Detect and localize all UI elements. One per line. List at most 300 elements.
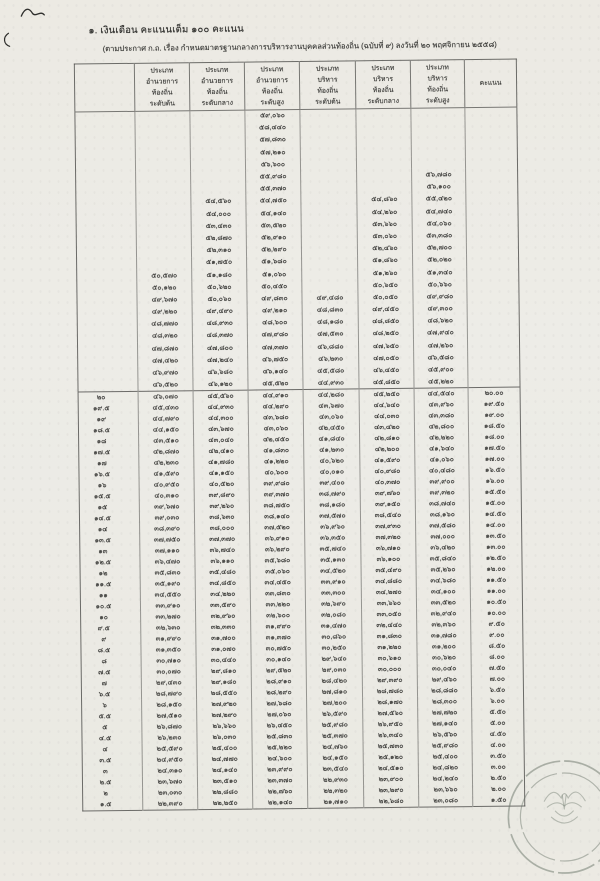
salary-value-cell: ๔๖,๑๒๐ — [193, 378, 248, 391]
score-left-cell: ๘.๕ — [97, 647, 111, 655]
salary-value-cell: ๓๘,๓๙๐ — [140, 524, 195, 536]
salary-value-cell: ๓๑,๙๙๐ — [251, 621, 306, 633]
salary-value-cell: ๔๐,๐๑๐ — [304, 467, 360, 479]
salary-value-cell: ๓๗,๙๓๐ — [361, 521, 416, 533]
salary-value-cell: ๕๖,๖๐๐ — [245, 158, 300, 171]
score-left-cell: ๑๖.๕ — [94, 471, 110, 479]
salary-value-cell: ๔๐,๙๕๐ — [139, 480, 194, 492]
salary-value-cell — [301, 231, 357, 244]
salary-value-cell: ๓๖,๓๕๐ — [305, 533, 361, 545]
salary-value-cell: ๓๑,๘๓๐ — [362, 631, 417, 643]
score-value-cell: ๓.๕๐ — [472, 751, 524, 763]
salary-value-cell: ๕๓,๔๓๐ — [191, 220, 246, 233]
score-left-cell: ๑๕.๕ — [93, 493, 111, 501]
salary-value-cell: ๓๒,๓๖๐ — [417, 619, 471, 631]
salary-value-cell: ๔๑,๐๖๐ — [415, 454, 469, 466]
salary-value-cell: ๒๗,๒๐๐ — [307, 698, 363, 710]
salary-value-cell: ๔๑,๒๒๐ — [249, 456, 304, 468]
salary-value-cell: ๔๗,๙๘๐ — [247, 329, 302, 342]
salary-value-cell: ๔๖,๘๘๐ — [302, 340, 358, 353]
salary-value-cell: ๔๓,๖๘๐ — [248, 412, 303, 424]
score-left-cell — [77, 306, 137, 319]
score-value-cell: ๖.๕๐ — [471, 685, 523, 697]
salary-value-cell: ๓๑,๔๗๐ — [306, 621, 362, 633]
score-value-cell — [467, 290, 519, 303]
score-value-cell: ๑๗.๐๐ — [469, 454, 521, 466]
header-borihan-sung: ประเภท บริหาร ท้องถิ่น ระดับสูง — [410, 60, 465, 109]
salary-value-cell: ๕๕,๙๘๐ — [246, 170, 301, 183]
score-value-cell: ๗.๐๐ — [471, 674, 523, 686]
salary-value-cell: ๕๘,๔๔๐ — [245, 122, 300, 135]
salary-value-cell: ๔๑,๘๔๐ — [304, 434, 360, 446]
salary-value-cell — [135, 147, 190, 160]
salary-value-cell: ๒๒,๗๖๐ — [253, 786, 308, 798]
garuda-seal-stamp-icon — [489, 744, 600, 876]
salary-value-cell: ๔๘,๗๗๐ — [137, 318, 192, 331]
salary-value-cell: ๔๗,๒๖๐ — [413, 339, 467, 352]
score-left-cell: ๑๖ — [97, 482, 107, 490]
salary-value-cell: ๓๕,๔๘๐ — [195, 567, 250, 579]
salary-value-cell: ๒๑,๗๑๐ — [308, 797, 364, 809]
salary-value-cell — [357, 169, 412, 182]
salary-value-cell: ๓๒,๙๖๐ — [196, 611, 251, 623]
salary-value-cell: ๔๗,๘๐๐ — [192, 342, 247, 355]
salary-value-cell: ๕๒,๒๙๐ — [246, 244, 301, 257]
salary-value-cell: ๓๓,๓๐๐ — [305, 588, 361, 600]
score-left-cell: ๑๒.๕ — [94, 559, 112, 567]
salary-value-cell: ๔๓,๔๒๐ — [359, 422, 414, 434]
score-left-cell: ๔.๕ — [98, 735, 112, 743]
salary-value-cell: ๕๔,๕๖๐ — [191, 195, 246, 208]
salary-value-cell: ๔๕,๕๒๐ — [248, 378, 303, 391]
salary-value-cell: ๕๑,๗๕๐ — [192, 256, 247, 269]
score-left-cell: ๕.๕ — [98, 713, 111, 721]
salary-value-cell: ๓๑,๓๕๐ — [141, 645, 196, 657]
score-left-cell — [77, 282, 137, 295]
salary-value-cell: ๓๗,๓๗๐ — [195, 534, 250, 546]
score-left-cell: ๗ — [101, 680, 108, 688]
score-value-cell — [467, 302, 519, 315]
salary-value-cell: ๔๘,๒๕๐ — [358, 328, 413, 341]
salary-value-cell: ๔๔,๕๔๐ — [414, 388, 468, 400]
salary-ladder-upper-section — [75, 107, 520, 392]
header-blank — [74, 63, 135, 112]
score-left-cell — [78, 379, 138, 392]
salary-value-cell: ๔๑,๕๙๐ — [139, 469, 194, 481]
salary-value-cell: ๓๕,๘๔๐ — [416, 553, 470, 565]
salary-value-cell: ๕๒,๓๑๐ — [191, 244, 246, 257]
salary-value-cell — [356, 133, 411, 146]
salary-value-cell: ๕๓,๓๘๐ — [412, 229, 466, 242]
salary-value-cell: ๔๑,๒๓๐ — [304, 445, 360, 457]
salary-value-cell: ๓๙,๓๗๐ — [249, 489, 304, 501]
salary-value-cell: ๒๖,๘๗๐ — [142, 722, 197, 734]
salary-value-cell: ๓๗,๕๘๐ — [416, 520, 470, 532]
salary-value-cell: ๕๔,๑๔๐ — [246, 207, 301, 220]
salary-value-cell: ๓๒,๖๐๐ — [251, 610, 306, 622]
score-value-cell — [466, 217, 518, 230]
salary-value-cell: ๒๖,๐๓๐ — [197, 732, 252, 744]
salary-value-cell: ๕๒,๔๖๐ — [357, 242, 412, 255]
score-left-cell: ๗.๕ — [98, 669, 111, 677]
salary-value-cell: ๔๖,๗๕๐ — [248, 353, 303, 366]
salary-value-cell: ๓๙,๐๓๐ — [139, 513, 194, 525]
salary-value-cell: ๒๖,๒๓๐ — [142, 733, 197, 745]
salary-value-cell: ๒๔,๗๗๐ — [197, 754, 252, 766]
score-value-cell — [466, 241, 518, 254]
salary-ladder-score-section — [78, 387, 525, 811]
salary-value-cell: ๒๙,๖๔๐ — [306, 654, 362, 666]
score-left-cell: ๑๕ — [97, 504, 108, 512]
score-value-cell — [466, 205, 518, 218]
salary-value-cell: ๓๒,๖๙๐ — [305, 599, 361, 611]
salary-value-cell: ๓๔,๘๘๐ — [361, 576, 416, 588]
salary-value-cell: ๕๔,๗๔๐ — [412, 205, 466, 218]
salary-value-cell: ๒๗,๕๑๐ — [142, 711, 197, 723]
salary-value-cell: ๔๙,๔๕๐ — [358, 303, 413, 316]
salary-value-cell: ๔๔,๗๙๐ — [138, 414, 193, 426]
header-amnuaykan-ton: ประเภท อำนวยการ ท้องถิ่น ระดับต้น — [134, 63, 190, 112]
salary-value-cell: ๔๔,๖๔๐ — [359, 400, 414, 412]
score-value-cell: ๗.๕๐ — [471, 663, 523, 675]
salary-value-cell: ๓๔,๖๘๐ — [416, 575, 470, 587]
salary-value-cell: ๓๘,๗๕๐ — [249, 500, 304, 512]
salary-score-table — [74, 59, 525, 812]
salary-value-cell: ๔๔,๙๑๐ — [248, 390, 303, 402]
salary-value-cell: ๔๙,๓๐๐ — [413, 303, 467, 316]
salary-value-cell: ๓๖,๑๑๐ — [195, 556, 250, 568]
salary-value-cell: ๓๐,๐๐๐ — [362, 664, 417, 676]
salary-value-cell: ๕๐,๖๖๐ — [413, 278, 467, 291]
score-value-cell: ๑๔.๕๐ — [469, 509, 521, 521]
salary-value-cell: ๓๕,๐๖๐ — [250, 566, 305, 578]
score-value-cell: ๑๔.๐๐ — [470, 520, 522, 532]
salary-value-cell — [356, 145, 411, 158]
salary-value-cell: ๒๒,๖๘๐ — [364, 796, 419, 808]
score-left-cell: ๑๗.๕ — [93, 449, 111, 457]
salary-value-cell: ๕๒,๙๑๐ — [246, 231, 301, 244]
salary-value-cell — [356, 108, 411, 121]
salary-value-cell: ๒๘,๓๐๐ — [418, 696, 472, 708]
salary-value-cell: ๒๓,๕๑๐ — [197, 776, 252, 788]
score-left-cell: ๖.๕ — [98, 691, 111, 699]
score-left-cell: ๑๓ — [98, 548, 108, 556]
salary-value-cell: ๔๘,๖๐๐ — [247, 317, 302, 330]
salary-value-cell: ๒๗,๖๘๐ — [252, 698, 307, 710]
score-left-cell — [76, 184, 136, 197]
salary-value-cell: ๕๑,๐๖๐ — [247, 268, 302, 281]
salary-value-cell: ๕๙,๐๖๐ — [245, 109, 300, 122]
salary-value-cell: ๒๓,๒๙๐ — [364, 785, 419, 797]
salary-value-cell: ๔๗,๓๗๐ — [247, 341, 302, 354]
salary-value-cell: ๒๔,๒๔๐ — [418, 773, 472, 785]
salary-value-cell: ๓๘,๑๘๐ — [304, 500, 360, 512]
score-value-cell: ๑๘.๐๐ — [469, 432, 521, 444]
score-left-cell: ๑.๕ — [99, 801, 112, 809]
salary-value-cell: ๕๔,๐๖๐ — [412, 217, 466, 230]
salary-value-cell: ๔๒,๔๕๐ — [303, 423, 359, 435]
salary-value-cell: ๒๓,๖๗๐ — [142, 776, 197, 788]
salary-value-cell: ๒๗,๒๙๐ — [197, 710, 252, 722]
salary-value-cell: ๓๕,๖๘๐ — [250, 555, 305, 567]
salary-value-cell — [190, 159, 245, 172]
salary-value-cell: ๒๕,๙๘๐ — [307, 720, 363, 732]
salary-value-cell: ๓๖,๔๒๐ — [416, 542, 470, 554]
salary-value-cell: ๔๖,๒๓๐ — [303, 353, 359, 366]
salary-value-cell — [191, 171, 246, 184]
salary-value-cell: ๕๓,๖๖๐ — [357, 218, 412, 231]
score-left-cell: ๒๐ — [78, 392, 138, 404]
score-left-cell: ๑๐.๕ — [95, 603, 112, 611]
salary-value-cell: ๕๐,๖๕๐ — [358, 279, 413, 292]
score-value-cell — [467, 265, 519, 278]
score-left-cell: ๔ — [102, 746, 108, 754]
salary-value-cell: ๒๔,๘๒๐ — [418, 762, 472, 774]
salary-value-cell: ๓๓,๒๒๐ — [250, 599, 305, 611]
salary-value-cell: ๒๕,๙๘๐ — [418, 740, 472, 752]
salary-value-cell: ๒๓,๐๓๐ — [143, 787, 198, 799]
score-value-cell: ๒๐.๐๐ — [468, 387, 520, 399]
salary-value-cell: ๔๓,๖๗๐ — [303, 401, 359, 413]
salary-value-cell: ๓๖,๔๗๐ — [140, 557, 195, 569]
salary-value-cell: ๒๙,๕๒๐ — [251, 665, 306, 677]
salary-value-cell: ๓๒,๖๓๐ — [141, 623, 196, 635]
page-title: ๑. เงินเดือน คะแนนเต็ม ๑๐๐ คะแนน — [88, 23, 244, 37]
salary-value-cell: ๓๑,๒๐๐ — [417, 641, 471, 653]
score-value-cell — [467, 253, 519, 266]
salary-value-cell — [136, 245, 191, 258]
salary-value-cell: ๕๒,๗๐๐ — [412, 242, 466, 255]
salary-value-cell: ๓๘,๕๔๐ — [360, 510, 415, 522]
salary-value-cell — [301, 182, 357, 195]
score-value-cell — [465, 107, 517, 120]
salary-value-cell — [301, 206, 357, 219]
salary-value-cell: ๔๓,๐๔๐ — [194, 435, 249, 447]
salary-value-cell: ๔๑,๕๙๐ — [360, 455, 415, 467]
salary-value-cell: ๓๙,๙๐๐ — [415, 476, 469, 488]
score-value-cell — [465, 119, 517, 132]
score-left-cell: ๑๗ — [97, 460, 107, 468]
salary-value-cell: ๔๔,๓๐๐ — [193, 413, 248, 425]
score-left-cell — [76, 221, 136, 234]
score-value-cell: ๑๙.๐๐ — [468, 410, 520, 422]
salary-value-cell: ๔๖,๕๘๐ — [414, 351, 468, 364]
salary-value-cell — [136, 184, 191, 197]
salary-value-cell: ๓๘,๑๖๐ — [415, 509, 469, 521]
salary-value-cell: ๔๘,๓๒๐ — [137, 330, 192, 343]
salary-value-cell: ๓๒,๙๔๐ — [417, 608, 471, 620]
salary-value-cell — [190, 134, 245, 147]
salary-value-cell: ๔๗,๔๒๐ — [138, 354, 193, 367]
salary-value-cell: ๓๕,๘๓๐ — [140, 568, 195, 580]
score-left-cell: ๓ — [102, 768, 108, 776]
salary-value-cell: ๓๓,๕๒๐ — [416, 597, 470, 609]
salary-value-cell: ๓๗,๗๕๐ — [140, 535, 195, 547]
salary-value-cell: ๔๓,๕๑๐ — [139, 436, 194, 448]
salary-value-cell: ๔๗,๕๓๐ — [302, 328, 358, 341]
score-value-cell: ๙.๕๐ — [471, 619, 523, 631]
salary-value-cell: ๔๕,๕๘๐ — [303, 365, 359, 378]
salary-value-cell: ๒๗,๑๔๐ — [418, 718, 472, 730]
salary-value-cell: ๔๓,๖๗๐ — [193, 424, 248, 436]
salary-value-cell: ๔๗,๖๕๐ — [358, 340, 413, 353]
salary-value-cell: ๓๕,๔๙๐ — [361, 565, 416, 577]
salary-value-cell: ๔๙,๔๙๐ — [192, 305, 247, 318]
salary-value-cell — [302, 279, 358, 292]
salary-value-cell: ๒๙,๔๖๐ — [417, 674, 471, 686]
score-left-cell — [77, 294, 137, 307]
score-left-cell: ๒.๕ — [99, 779, 112, 787]
salary-value-cell: ๓๔,๔๕๐ — [250, 577, 305, 589]
salary-value-cell: ๒๖,๖๖๐ — [197, 721, 252, 733]
salary-value-cell: ๕๐,๖๒๐ — [192, 281, 247, 294]
score-left-cell: ๑๓.๕ — [94, 537, 111, 545]
salary-value-cell: ๒๘,๗๘๐ — [362, 686, 417, 698]
salary-value-cell — [190, 147, 245, 160]
salary-value-cell: ๒๒,๙๓๐ — [307, 775, 363, 787]
page-subtitle: (ตามประกาศ ก.ถ. เรื่อง กำหนดมาตรฐานกลางการบริหารงานบุคคลส่วนท้องถิ่น (ฉบับที่ ๙) ลงวันที่ ๒๐ พฤศจิกายน ๒๕๕๘) — [102, 39, 497, 54]
salary-value-cell — [135, 135, 190, 148]
salary-value-cell: ๓๔,๒๗๐ — [361, 587, 416, 599]
score-value-cell: ๑๒.๕๐ — [470, 553, 522, 565]
score-value-cell: ๔.๐๐ — [472, 740, 524, 752]
score-left-cell: ๓.๕ — [99, 757, 112, 765]
salary-value-cell: ๓๐,๗๕๐ — [251, 643, 306, 655]
score-left-cell — [78, 355, 138, 368]
salary-value-cell: ๒๘,๑๕๐ — [142, 700, 197, 712]
salary-value-cell: ๒๓,๙๐๐ — [363, 774, 418, 786]
salary-value-cell — [357, 181, 412, 194]
salary-value-cell — [136, 172, 191, 185]
salary-value-cell: ๔๖,๕๒๐ — [138, 379, 193, 392]
salary-value-cell: ๓๖,๑๐๐ — [361, 554, 416, 566]
score-left-cell — [75, 136, 135, 149]
salary-value-cell: ๔๕,๒๒๐ — [414, 376, 468, 389]
salary-value-cell: ๒๓,๓๗๐ — [252, 775, 307, 787]
salary-value-cell: ๔๙,๒๒๐ — [137, 306, 192, 319]
salary-value-cell: ๔๖,๑๔๐ — [248, 365, 303, 378]
salary-value-cell: ๒๖,๓๔๐ — [363, 730, 418, 742]
score-value-cell — [468, 375, 520, 388]
salary-value-cell: ๔๔,๒๘๐ — [303, 389, 359, 401]
header-score: คะแนน — [464, 59, 517, 108]
salary-value-cell: ๔๒,๔๕๐ — [249, 434, 304, 446]
score-left-cell — [75, 111, 135, 124]
salary-value-cell: ๕๔,๒๖๐ — [357, 206, 412, 219]
salary-value-cell: ๓๗,๕๗๐ — [304, 511, 360, 523]
salary-value-cell: ๔๑,๘๓๐ — [249, 445, 304, 457]
salary-value-cell: ๓๐,๐๔๐ — [417, 663, 471, 675]
salary-value-cell: ๓๔,๑๐๐ — [416, 586, 470, 598]
salary-value-cell: ๔๒,๒๒๐ — [415, 432, 469, 444]
salary-value-cell: ๒๕,๒๒๐ — [252, 742, 307, 754]
salary-value-cell — [356, 120, 411, 133]
salary-value-cell: ๔๐,๙๘๐ — [360, 466, 415, 478]
score-value-cell — [467, 339, 519, 352]
salary-value-cell: ๔๐,๔๘๐ — [415, 465, 469, 477]
salary-value-cell — [136, 196, 191, 209]
salary-value-cell: ๕๐,๔๕๐ — [247, 280, 302, 293]
score-value-cell: ๑๕.๐๐ — [469, 498, 521, 510]
salary-value-cell: ๓๕,๑๓๐ — [305, 555, 361, 567]
salary-value-cell: ๓๕,๗๔๐ — [305, 544, 361, 556]
salary-value-cell: ๒๗,๘๑๐ — [306, 687, 362, 699]
score-value-cell: ๙.๐๐ — [471, 630, 523, 642]
salary-value-cell: ๒๒,๒๕๐ — [198, 798, 253, 810]
salary-value-cell: ๔๒,๘๑๐ — [360, 433, 415, 445]
salary-value-cell: ๒๘,๙๑๐ — [251, 676, 306, 688]
score-value-cell — [466, 180, 518, 193]
score-left-cell — [75, 124, 135, 137]
salary-value-cell — [302, 267, 358, 280]
salary-value-cell: ๒๙,๘๑๐ — [196, 666, 251, 678]
score-value-cell: ๘.๐๐ — [471, 652, 523, 664]
salary-value-cell: ๒๔,๕๑๐ — [363, 763, 418, 775]
score-value-cell: ๖.๐๐ — [472, 696, 524, 708]
salary-value-cell: ๓๖,๙๑๐ — [250, 533, 305, 545]
pen-scribble-icon — [19, 5, 47, 20]
score-left-cell — [78, 367, 138, 380]
score-value-cell: ๕.๐๐ — [472, 718, 524, 730]
salary-value-cell: ๒๘,๒๙๐ — [251, 687, 306, 699]
salary-value-cell: ๕๒,๘๗๐ — [191, 232, 246, 245]
score-left-cell: ๑๒ — [98, 570, 108, 578]
salary-value-cell — [135, 123, 190, 136]
salary-value-cell: ๔๓,๐๖๐ — [248, 423, 303, 435]
salary-value-cell: ๕๑,๓๔๐ — [413, 266, 467, 279]
score-value-cell: ๑๒.๐๐ — [470, 564, 522, 576]
score-left-cell: ๒ — [103, 790, 108, 798]
salary-value-cell: ๔๓,๐๖๐ — [303, 412, 359, 424]
salary-value-cell: ๕๖,๑๐๐ — [412, 181, 466, 194]
salary-value-cell: ๔๔,๙๓๐ — [193, 402, 248, 414]
salary-value-cell: ๔๘,๑๘๐ — [302, 316, 358, 329]
salary-value-cell: ๕๐,๐๖๐ — [192, 293, 247, 306]
salary-value-cell: ๒๔,๑๔๐ — [197, 765, 252, 777]
salary-value-cell: ๒๕,๘๓๐ — [252, 731, 307, 743]
salary-value-cell: ๔๗,๒๔๐ — [193, 354, 248, 367]
score-value-cell: ๕.๕๐ — [472, 707, 524, 719]
pen-mark-icon — [0, 31, 13, 49]
salary-value-cell: ๔๔,๒๙๐ — [248, 401, 303, 413]
score-left-cell — [77, 331, 137, 344]
salary-value-cell: ๓๔,๕๒๐ — [305, 566, 361, 578]
salary-value-cell — [301, 243, 357, 256]
salary-value-cell: ๓๒,๓๓๐ — [196, 622, 251, 634]
salary-value-cell: ๔๒,๘๗๐ — [139, 447, 194, 459]
salary-value-cell: ๓๓,๐๕๐ — [362, 609, 417, 621]
score-left-cell — [76, 197, 136, 210]
score-value-cell: ๑๘.๕๐ — [468, 421, 520, 433]
salary-value-cell: ๔๐,๖๐๐ — [249, 467, 304, 479]
score-left-cell — [75, 148, 135, 161]
salary-value-cell: ๒๔,๑๕๐ — [307, 753, 363, 765]
salary-value-cell: ๓๖,๗๑๐ — [361, 543, 416, 555]
salary-value-cell: ๒๓,๐๘๐ — [419, 795, 473, 807]
score-left-cell: ๑๘ — [96, 438, 107, 446]
salary-value-cell — [191, 183, 246, 196]
score-left-cell — [77, 319, 137, 332]
salary-value-cell: ๓๓,๙๑๐ — [305, 577, 361, 589]
score-value-cell — [465, 131, 517, 144]
salary-value-cell: ๕๔,๗๕๐ — [246, 195, 301, 208]
salary-value-cell: ๓๑,๒๒๐ — [362, 642, 417, 654]
salary-value-cell: ๔๖,๐๗๐ — [138, 391, 193, 403]
salary-value-cell — [411, 108, 465, 121]
salary-value-cell: ๓๑,๗๘๐ — [417, 630, 471, 642]
salary-value-cell: ๓๐,๖๑๐ — [362, 653, 417, 665]
salary-value-cell: ๕๑,๒๖๐ — [358, 267, 413, 280]
